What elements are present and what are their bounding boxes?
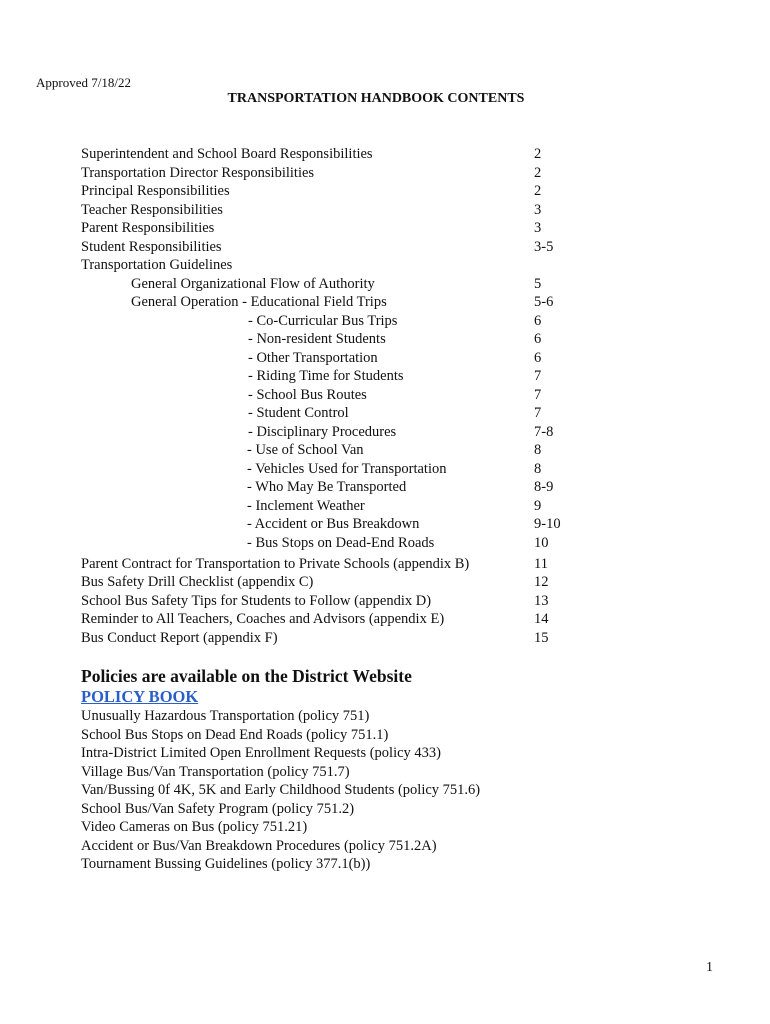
toc-label: Parent Contract for Transportation to Private Schools (appendix B) [81, 555, 470, 572]
toc-main-section [0, 145, 770, 275]
toc-row [0, 256, 770, 275]
toc-label: General Operation - Educational Field Trips [131, 294, 387, 310]
policy-item: Van/Bussing 0f 4K, 5K and Early Childhood Students (policy 751.6) [81, 782, 481, 798]
toc-label: School Bus Safety Tips for Students to Follow (appendix D) [81, 592, 432, 609]
table-of-contents [0, 145, 770, 647]
policy-item: Unusually Hazardous Transportation (policy 751) [81, 708, 370, 724]
toc-page: 9-10 [534, 516, 561, 532]
toc-label: - Vehicles Used for Transportation [247, 460, 447, 477]
policy-list [81, 707, 741, 874]
toc-label: Teacher Responsibilities [81, 201, 223, 218]
toc-label: Superintendent and School Board Responsibilities [81, 146, 373, 162]
toc-page: 13 [534, 592, 549, 609]
toc-label: Transportation Guidelines [81, 257, 233, 273]
toc-operation-section [0, 312, 770, 553]
toc-page: 11 [534, 555, 548, 572]
toc-page: 14 [534, 611, 549, 627]
policy-item: Intra-District Limited Open Enrollment Requests (policy 433) [81, 745, 442, 761]
toc-page: 2 [534, 183, 542, 199]
toc-label: - Other Transportation [248, 349, 378, 366]
toc-label: - School Bus Routes [248, 386, 367, 403]
toc-page: 12 [534, 574, 549, 590]
toc-label: Parent Responsibilities [81, 220, 215, 236]
approval-date: Approved 7/18/22 [36, 75, 131, 90]
toc-row [0, 349, 770, 368]
toc-label: General Organizational Flow of Authority [131, 275, 375, 292]
toc-row [0, 515, 770, 534]
policies-heading: Policies are available on the District Website [81, 666, 412, 686]
toc-row [0, 201, 770, 220]
toc-label: Transportation Director Responsibilities [81, 164, 315, 181]
toc-page: 7 [534, 368, 542, 384]
toc-page: 6 [534, 349, 542, 366]
toc-row [0, 534, 770, 553]
toc-row [0, 219, 770, 238]
policy-item: Video Cameras on Bus (policy 751.21) [81, 819, 308, 835]
toc-page: 3 [534, 220, 542, 236]
toc-guidelines-section [0, 275, 770, 312]
toc-label: Student Responsibilities [81, 238, 222, 255]
toc-appendix-section [0, 555, 770, 648]
toc-page: 5-6 [534, 294, 554, 310]
toc-row [0, 478, 770, 497]
policy-item: School Bus Stops on Dead End Roads (policy 751.1) [81, 726, 389, 743]
toc-label: - Co-Curricular Bus Trips [248, 312, 398, 329]
toc-row [0, 182, 770, 201]
toc-page: 3-5 [534, 238, 554, 255]
toc-page: 7-8 [534, 423, 554, 440]
toc-page: 8 [534, 460, 542, 477]
toc-page: 8 [534, 442, 542, 458]
toc-label: - Use of School Van [247, 442, 364, 458]
toc-label: - Student Control [248, 405, 349, 421]
policy-item: Tournament Bussing Guidelines (policy 377.1(b)) [81, 856, 371, 872]
toc-page: 3 [534, 201, 542, 218]
toc-row [0, 164, 770, 183]
toc-label: - Non-resident Students [248, 331, 386, 347]
toc-page: 8-9 [534, 479, 554, 495]
toc-row [0, 573, 770, 592]
toc-page: 5 [534, 275, 542, 292]
toc-row [0, 145, 770, 164]
page-number: 1 [706, 960, 713, 975]
toc-label: Bus Conduct Report (appendix F) [81, 629, 278, 646]
policy-book-link[interactable]: POLICY BOOK [81, 687, 199, 706]
toc-page: 7 [534, 405, 542, 421]
toc-page: 15 [534, 629, 549, 646]
toc-row [0, 404, 770, 423]
toc-row [0, 441, 770, 460]
toc-page: 10 [534, 534, 549, 551]
toc-row [0, 238, 770, 257]
toc-page: 7 [534, 386, 542, 403]
toc-row [0, 312, 770, 331]
toc-row [0, 367, 770, 386]
toc-label: Reminder to All Teachers, Coaches and Advisors (appendix E) [81, 611, 445, 627]
document-title: TRANSPORTATION HANDBOOK CONTENTS [227, 91, 525, 106]
toc-page: 2 [534, 164, 542, 181]
toc-label: - Riding Time for Students [248, 368, 404, 384]
toc-row [0, 555, 770, 574]
toc-label: - Disciplinary Procedures [248, 423, 397, 440]
toc-label: Principal Responsibilities [81, 183, 230, 199]
policy-item: Accident or Bus/Van Breakdown Procedures (policy 751.2A) [81, 837, 437, 854]
toc-label: - Accident or Bus Breakdown [247, 516, 420, 532]
toc-page: 9 [534, 497, 542, 514]
toc-row [0, 275, 770, 294]
toc-page: 6 [534, 312, 542, 329]
policies-section [81, 665, 741, 874]
policy-item: School Bus/Van Safety Program (policy 751.2) [81, 800, 355, 817]
toc-row [0, 293, 770, 312]
toc-row [0, 330, 770, 349]
toc-page: 2 [534, 146, 542, 162]
toc-label: - Bus Stops on Dead-End Roads [247, 534, 435, 551]
policy-item: Village Bus/Van Transportation (policy 751.7) [81, 763, 350, 780]
toc-row [0, 460, 770, 479]
toc-row [0, 386, 770, 405]
toc-row [0, 610, 770, 629]
toc-page: 6 [534, 331, 542, 347]
toc-row [0, 423, 770, 442]
toc-row [0, 629, 770, 648]
toc-label: - Who May Be Transported [247, 479, 407, 495]
toc-label: - Inclement Weather [247, 497, 365, 514]
toc-row [0, 497, 770, 516]
toc-label: Bus Safety Drill Checklist (appendix C) [81, 574, 314, 590]
toc-row [0, 592, 770, 611]
